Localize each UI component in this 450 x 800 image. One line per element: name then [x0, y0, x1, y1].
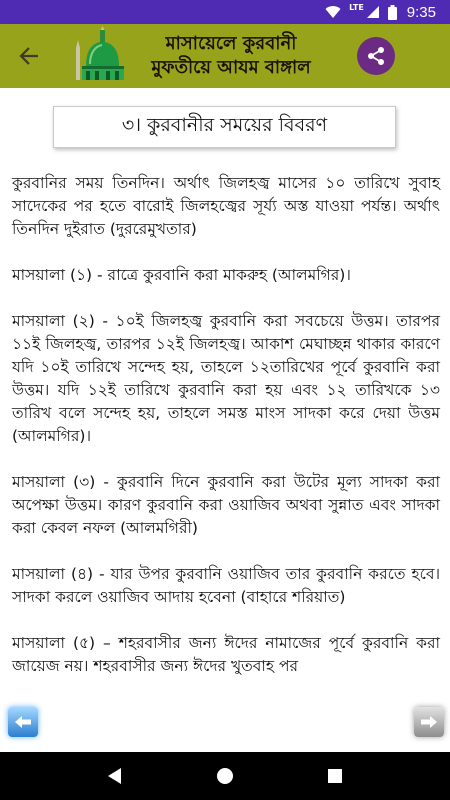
home-circle-icon	[215, 766, 235, 786]
paragraph-masala-3: মাসয়ালা (৩) - কুরবানি দিনে কুরবানি করা উটের মূল্য সাদকা করা অপেক্ষা উত্তম। কারণ কুরবানি করা ওয়াজিব অথবা সুন্নাত এবং সাদকা করা কেবল নফল (আলমগিরী)	[12, 473, 440, 537]
system-back-button[interactable]	[95, 756, 135, 796]
system-navigation-bar	[0, 752, 450, 800]
section-header	[53, 106, 396, 148]
paragraph-masala-1: মাসয়ালা (১) - রাত্রে কুরবানি করা মাকরুহ (আলমগির)।	[12, 266, 351, 284]
system-home-button[interactable]	[205, 756, 245, 796]
network-type: LTE	[349, 2, 364, 12]
paragraph-intro: কুরবানির সময় তিনদিন। অর্থাৎ জিলহজ্ব মাসের ১০ তারিখে সুবাহ সাদেকের পর হতে বারোই জিলহজ্বের সূর্য্য অস্ত যাওয়া পর্যন্ত। অর্থাৎ তিনদিন দুইরাত (দুররেমুখতার)	[12, 174, 440, 238]
next-page-icon	[420, 715, 438, 729]
system-recents-button[interactable]	[315, 756, 355, 796]
paragraph-masala-5: মাসয়ালা (৫) – শহরবাসীর জন্য ঈদের নামাজের পূর্বে কুরবানি করা জায়েজ নয়। শহরবাসীর জন্য ঈদের খুতবাহ পর	[12, 634, 440, 675]
article-content[interactable]	[0, 88, 450, 752]
previous-page-button[interactable]	[8, 707, 38, 737]
share-button[interactable]	[357, 37, 395, 75]
app-title-line-1: মাসায়েলে কুরবানী	[165, 33, 297, 54]
article-body	[12, 172, 440, 701]
recents-square-icon	[327, 768, 343, 784]
paragraph-masala-2: মাসয়ালা (২) - ১০ই জিলহজ্ব কুরবানি করা সবচেয়ে উত্তম। তারপর ১১ই জিলহজ্ব, তারপর ১২ই জিলহজ্ব। আকাশ মেঘাচ্ছন্ন থাকার কারণে যদি ১০ই তারিখে সন্দেহ হয়, তাহলে ১২তারিখের পূর্বে কুরবানি করা উত্তম। যদি ১২ই তারিখে কুরবানি করা হয় এবং ১২ তারিখকে ১৩ তারিখ বলে সন্দেহ হয়, তাহলে সমস্ত মাংস সাদকা করে দেয়া উত্তম (আলমগির)।	[12, 312, 440, 445]
app-bar	[0, 24, 450, 88]
battery-icon	[388, 5, 397, 20]
share-icon	[366, 46, 386, 66]
previous-page-icon	[14, 715, 32, 729]
arrow-back-icon	[18, 45, 40, 67]
paragraph-masala-4: মাসয়ালা (৪) - যার উপর কুরবানি ওয়াজিব তার কুরবানি করতে হবে। সাদকা করলে ওয়াজিব আদায় হবেনা (বাহারে শরিয়াত)	[12, 565, 440, 606]
green-dome-logo	[76, 26, 130, 86]
app-title-line-2: মুফতীয়ে আযম বাঙ্গাল	[151, 57, 311, 78]
wifi-icon	[325, 5, 341, 19]
clock: 9:35	[406, 3, 436, 21]
section-title: ৩। কুরবানীর সময়ের বিবরণ	[121, 114, 328, 136]
back-button[interactable]	[10, 38, 48, 74]
app-title	[126, 32, 336, 80]
next-page-button[interactable]	[414, 707, 444, 737]
status-bar	[0, 0, 450, 24]
back-triangle-icon	[106, 767, 124, 785]
signal-icon	[366, 5, 380, 19]
